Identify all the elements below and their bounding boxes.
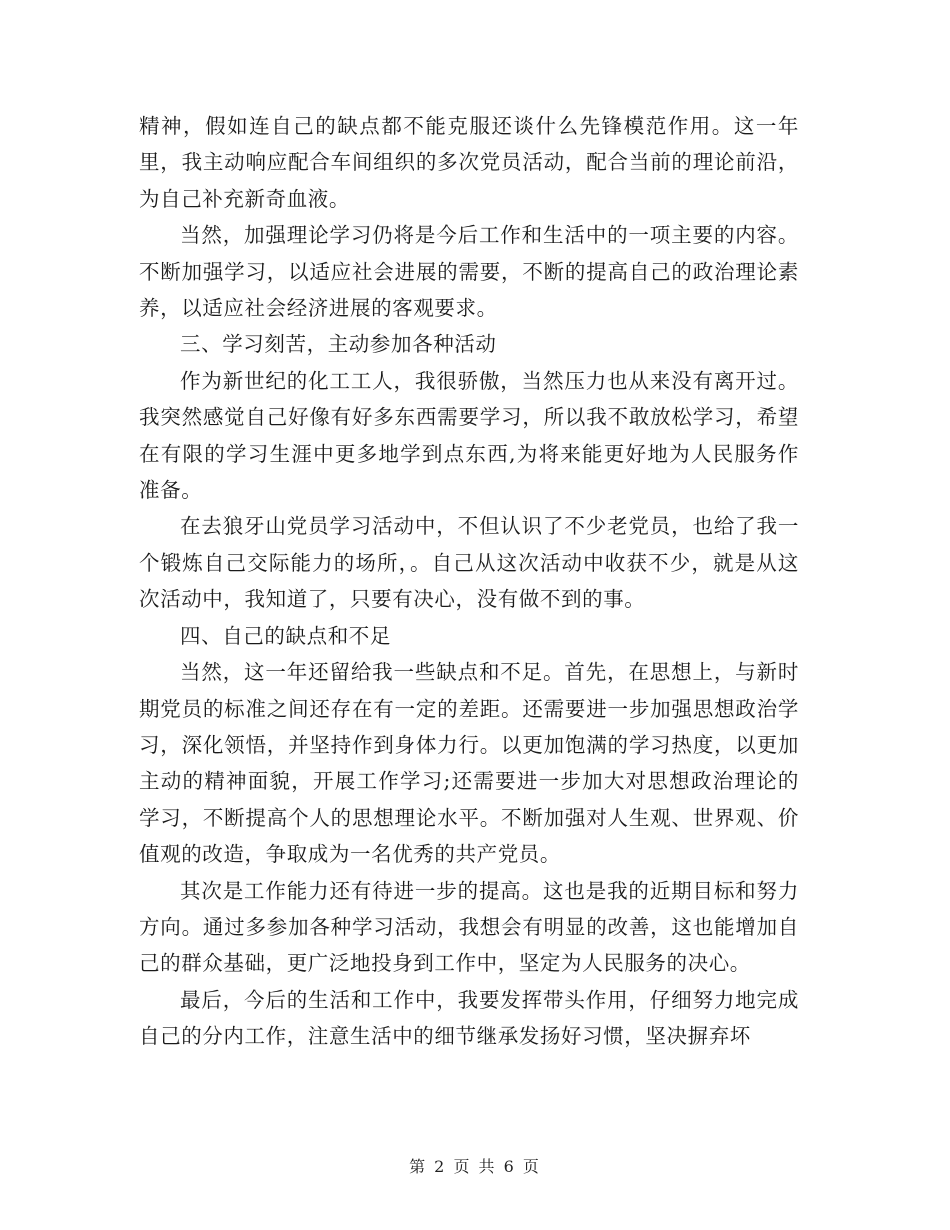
paragraph-8: 其次是工作能力还有待进一步的提高。这也是我的近期目标和努力方向。通过多参加各种学习活动，我想会有明显的改善，这也能增加自己的群众基础，更广泛地投身到工作中，坚定为人民服务的决心。 (139, 878, 799, 976)
paragraph-9: 最后，今后的生活和工作中，我要发挥带头作用，仔细努力地完成自己的分内工作，注意生活中的细节继承发扬好习惯，坚决摒弃坏 (139, 987, 799, 1049)
paragraph-7: 当然，这一年还留给我一些缺点和不足。首先，在思想上，与新时期党员的标准之间还存在有一定的差距。还需要进一步加强思想政治学习，深化领悟，并坚持作到身体力行。以更加饱满的学习热度，以更加主动的精神面貌，开展工作学习;还需要进一步加大对思想政治理论的学习，不断提高个人的思想理论水平。不断加强对人生观、世界观、价值观的改造，争取成为一名优秀的共产党员。 (139, 660, 799, 867)
section-heading-4: 四、自己的缺点和不足 (180, 623, 391, 648)
paragraph-2: 当然，加强理论学习仍将是今后工作和生活中的一项主要的内容。不断加强学习，以适应社会进展的需要，不断的提高自己的政治理论素养，以适应社会经济进展的客观要求。 (139, 223, 799, 321)
section-heading-3: 三、学习刻苦，主动参加各种活动 (180, 332, 497, 357)
paragraph-5: 在去狼牙山党员学习活动中，不但认识了不少老党员，也给了我一个锻炼自己交际能力的场所，。自己从这次活动中收获不少，就是从这次活动中，我知道了，只要有决心，没有做不到的事。 (139, 514, 799, 612)
page-number-footer: 第 2 页 共 6 页 (409, 1157, 541, 1176)
document-body (139, 108, 799, 1055)
paragraph-4: 作为新世纪的化工工人，我很骄傲，当然压力也从来没有离开过。我突然感觉自己好像有好多东西需要学习，所以我不敢放松学习，希望在有限的学习生涯中更多地学到点东西,为将来能更好地为人民服务作准备。 (139, 368, 799, 503)
paragraph-1: 精神，假如连自己的缺点都不能克服还谈什么先锋模范作用。这一年里，我主动响应配合车间组织的多次党员活动，配合当前的理论前沿，为自己补充新奇血液。 (139, 114, 799, 211)
